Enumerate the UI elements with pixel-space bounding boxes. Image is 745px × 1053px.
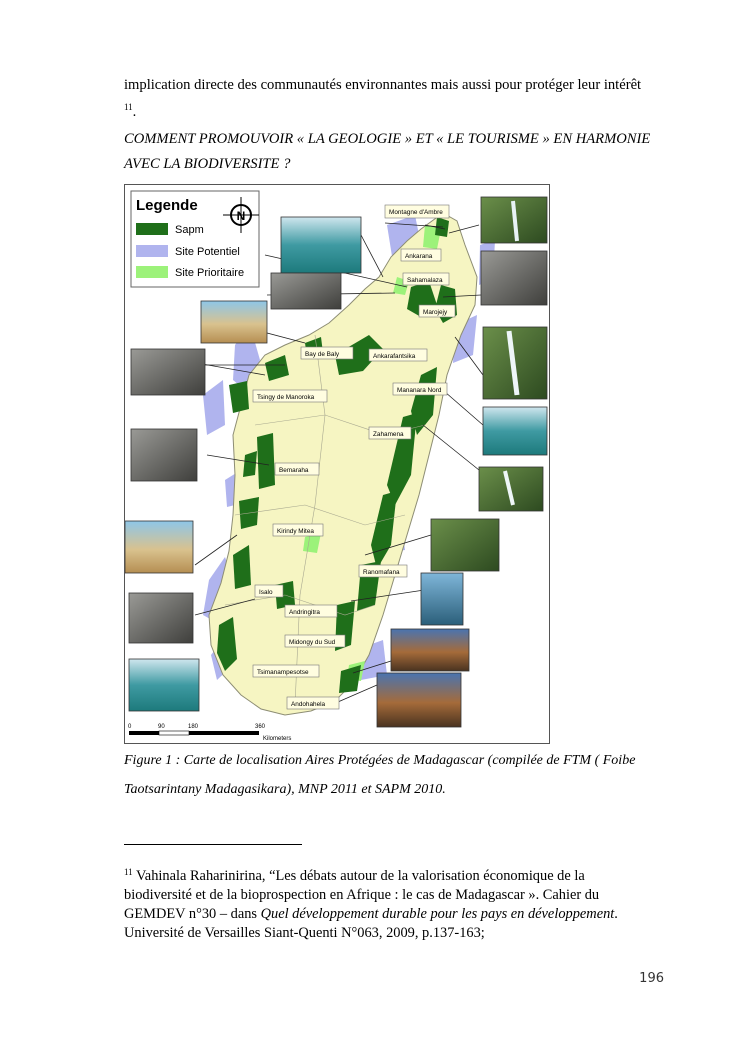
photo-cave [131, 349, 205, 395]
heading-line-2: AVEC LA BIODIVERSITE ? [124, 156, 291, 172]
photo-ranomafana-fern [431, 519, 499, 571]
photo-tsimanampesotse [129, 659, 199, 711]
protected-areas-map [124, 184, 550, 744]
photo-ankarana-rock [481, 251, 547, 305]
intro-paragraph [124, 75, 664, 95]
footnote [124, 863, 649, 943]
scale-tick-3: 360 [255, 724, 266, 730]
photo-mananara-sea [483, 407, 547, 455]
label-montagne-ambre: Montagne d'Ambre [389, 209, 443, 216]
caption-line-2: Taotsarintany Madagasikara), MNP 2011 et SAPM 2010. [124, 782, 446, 797]
photo-tsingy-bemaraha [131, 429, 197, 481]
legend-label-potentiel: Site Potentiel [175, 246, 240, 258]
label-kirindy-mitea: Kirindy Mitea [277, 528, 314, 535]
footnote-text-b: . Université de Versailles Siant-Quenti N°063, 2009, p.137-163; [124, 906, 618, 941]
legend-label-prioritaire: Site Prioritaire [175, 267, 245, 279]
photo-limestone [271, 273, 341, 309]
photo-isalo-window [129, 593, 193, 643]
label-tsingy-manoroka: Tsingy de Manoroka [257, 394, 315, 401]
footnote-text-a: Vahinala Raharinirina, “Les débats autour de la valorisation économique de la biodiversité et de la bioprospection en Afrique : le cas de Madagascar ». Cahier du GEMDEV n°30 – dans [124, 868, 600, 922]
intro-line: implication directe des communautés environnantes mais aussi pour protéger leur intérêt [124, 77, 642, 93]
photo-coast [281, 217, 361, 273]
scale-tick-1: 90 [158, 724, 165, 730]
label-bay-de-baly: Bay de Baly [305, 351, 340, 358]
label-marojejy: Marojejy [423, 309, 448, 316]
map-legend [131, 191, 259, 287]
label-mananara-nord: Mananara Nord [397, 387, 442, 394]
footnote-title: Quel développement durable pour les pays en développement [260, 906, 615, 922]
label-ranomafana: Ranomafana [363, 569, 400, 576]
caption-line-1: Figure 1 : Carte de localisation Aires Protégées de Madagascar (compilée de FTM ( Foibe [124, 753, 636, 768]
label-sahamalaza: Sahamalaza [407, 277, 443, 284]
scale-bar [128, 724, 291, 742]
figure-caption [124, 746, 669, 804]
legend-swatch-potentiel [136, 245, 168, 257]
label-andohahela: Andohahela [291, 701, 326, 708]
photo-midongy [391, 629, 469, 671]
legend-swatch-prioritaire [136, 266, 168, 278]
heading-line-1: COMMENT PROMOUVOIR « LA GEOLOGIE » ET « LE TOURISME » EN HARMONIE [124, 131, 651, 147]
legend-swatch-sapm [136, 223, 168, 235]
section-heading [124, 127, 669, 177]
label-tsimanampesotse: Tsimanampesotse [257, 669, 309, 676]
photo-kirindy-dunes [125, 521, 193, 573]
svg-text:N: N [236, 209, 246, 223]
footnote-number: 11 [124, 867, 133, 877]
label-ankarafantsika: Ankarafantsika [373, 353, 416, 360]
photo-andohahela [377, 673, 461, 727]
label-midongy-sud: Midongy du Sud [289, 639, 336, 646]
intro-trailing: . [132, 103, 137, 120]
intro-paragraph-end [124, 97, 664, 122]
footnote-ref[interactable]: 11 [124, 102, 133, 112]
scale-tick-2: 180 [188, 724, 199, 730]
photo-beach-baly [201, 301, 267, 343]
scale-unit: Kilometers [263, 736, 292, 742]
label-zahamena: Zahamena [373, 431, 404, 438]
label-ankarana: Ankarana [405, 253, 433, 260]
photo-andringitra-waterfall [421, 573, 463, 625]
legend-label-sapm: Sapm [175, 224, 204, 236]
footnote-rule [124, 844, 302, 845]
label-andringitra: Andringitra [289, 609, 320, 616]
legend-title: Legende [136, 197, 198, 214]
label-bemaraha: Bemaraha [279, 467, 309, 474]
label-isalo: Isalo [259, 589, 273, 596]
page-number: 196 [639, 971, 664, 986]
scale-tick-0: 0 [128, 724, 132, 730]
